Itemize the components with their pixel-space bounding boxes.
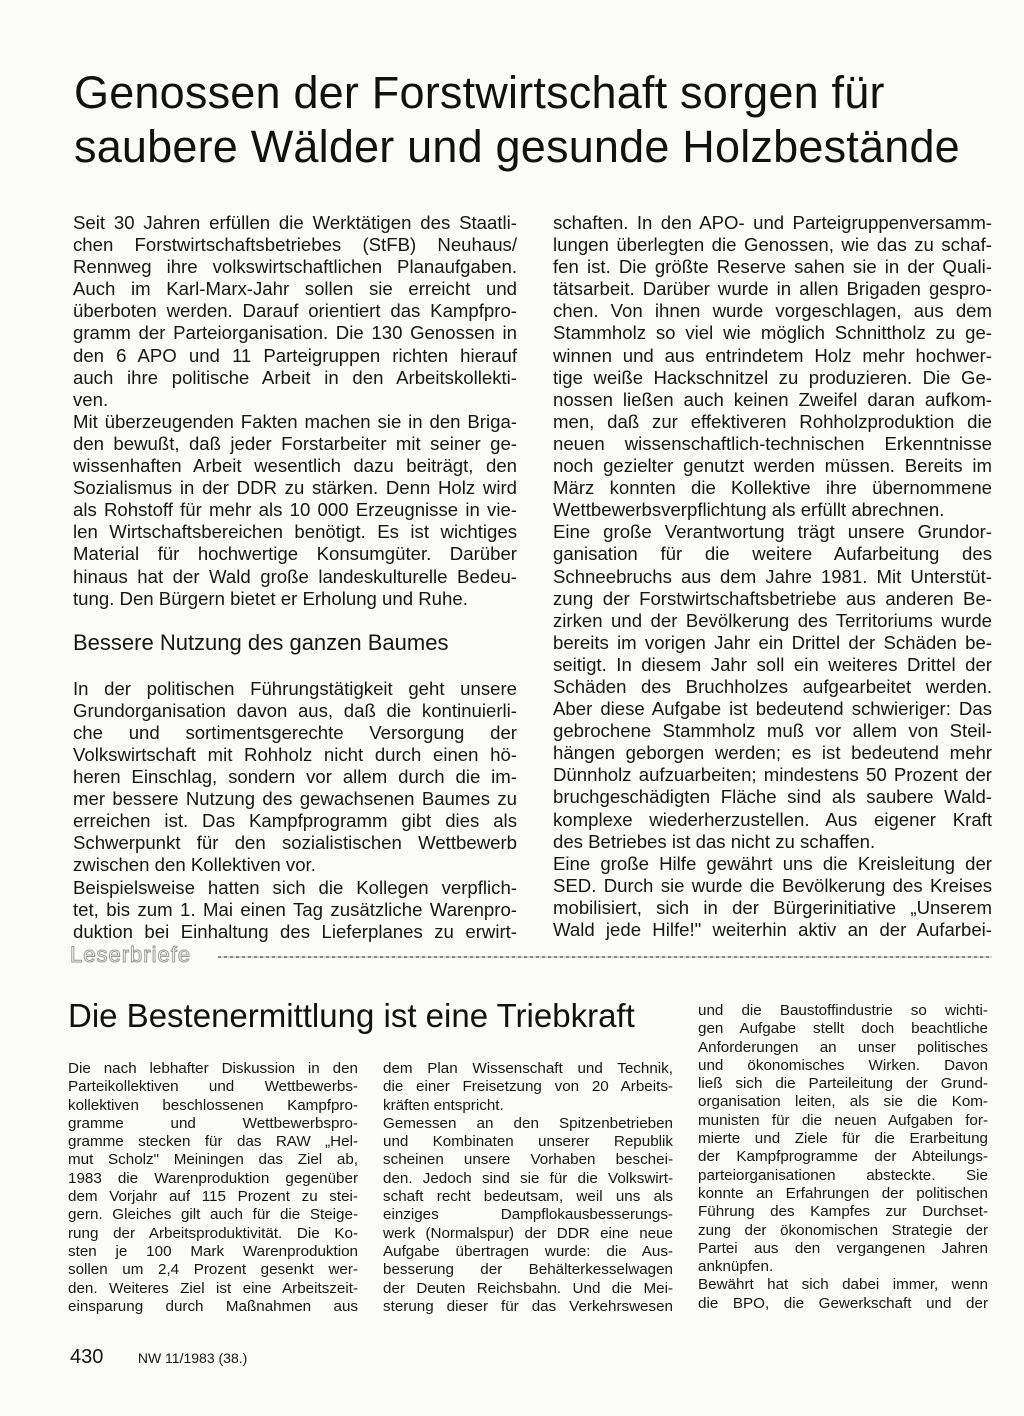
text-line: organisation leiten, als sie die Kom- [698,1093,988,1111]
text-line: In der politischen Führungstätigkeit geht unsere [73,677,517,699]
text-line: die einer Freisetzung von 20 Arbeits- [383,1078,673,1096]
text-line: als Rohstoff für mehr als 10 000 Erzeugnisse in vie- [73,499,517,521]
text-line: den. Jedoch sind sie für die Volkswirt- [383,1169,673,1187]
text-line: der Deuten Reichsbahn. Und die Mei- [383,1279,673,1297]
text-line: hinaus hat der Wald große landeskulturelle Bedeu- [73,565,517,587]
text-line: werk (Normalspur) der DDR eine neue [383,1224,673,1242]
text-line: noch gezielter genutzt werden müssen. Bereits im [553,455,992,477]
dotted-rule [218,956,992,958]
text-line: Die nach lebhafter Diskussion in den [68,1060,358,1077]
text-line: Beispielsweise hatten sich die Kollegen verpflich- [73,876,517,898]
text-line: neuen wissenschaftlich-technischen Erkenntnisse [553,432,992,454]
text-line: März konnten die Kollektive ihre übernommene [553,477,992,499]
text-line: gramm der Parteiorganisation. Die 130 Genossen in [73,322,517,344]
text-line: einsparung durch Maßnahmen aus [68,1297,358,1315]
text-line: anknüpfen. [698,1258,774,1276]
text-line: und die Baustoffindustrie so wichti- [698,1002,988,1019]
text-line: konnte an Erfahrungen der politischen [698,1184,988,1202]
text-line: Wettbewerbsverpflichtung als erfüllt abrechnen. [553,499,945,521]
text-line: seitigt. In diesem Jahr soll ein weiteres Drittel der [553,653,992,675]
text-line: mobilisiert, sich in der Bürgerinitiative „Unserem [553,896,992,918]
headline-line-1: Genossen der Forstwirtschaft sorgen für [74,67,885,118]
text-line: mierte und Ziele für die Erarbeitung [698,1130,988,1148]
text-line: hängen geborgen werden; es ist bedeutend mehr [553,742,992,764]
text-line: lungen überlegten die Genossen, wie das zu schaf- [553,234,992,256]
text-line: zung der Forstwirtschaftsbetriebe aus anderen Be- [553,587,992,609]
text-line: sterung dieser für das Verkehrswesen [383,1297,673,1315]
text-line: gen Aufgabe stellt doch beachtliche [698,1020,988,1038]
text-line: mer bessere Nutzung des gewachsenen Baumes zu [73,788,517,810]
text-line: Dünnholz aufzuarbeiten; mindestens 50 Prozent der [553,764,992,786]
text-line: Material für hochwertige Konsumgüter. Darüber [73,543,517,565]
text-line: Sozialismus in der DDR zu stärken. Denn Holz wird [73,477,517,499]
text-line: wissenhaften Arbeit wesentlich dazu beiträgt, den [73,455,517,477]
text-line: len Wirtschaftsbereichen benötigt. Es ist wichtiges [73,521,517,543]
text-line: die BPO, die Gewerkschaft und der [698,1294,988,1312]
text-line: Rennweg ihre volkswirtschaftlichen Planaufgaben. [73,256,517,278]
text-line: der Kampfprogramme der Abteilungs- [698,1148,988,1166]
text-line: Schwerpunkt für den sozialistischen Wettbewerb [73,832,517,854]
text-line: überboten werden. Darauf orientiert das Kampfpro- [73,300,517,322]
text-line: komplexe wiederherzustellen. Aus eigener Kraft [553,808,992,830]
page-number: 430 [70,1346,104,1368]
text-line: zung der ökonomischen Strategie der [698,1221,988,1239]
text-line: den bewußt, daß jeder Forstarbeiter mit seiner ge- [73,432,517,454]
article-headline [74,66,994,174]
text-line: schaften. In den APO- und Parteigruppenversamm- [553,212,992,233]
text-line: Volkswirtschaft mit Rohholz nicht durch einen hö- [73,743,517,765]
text-line: mut Scholz" Meiningen das Ziel ab, [68,1151,358,1169]
letter-column-3 [698,1002,988,1313]
section-label: Leserbriefe [70,942,192,967]
text-line: gramme stecken für das RAW „Hel- [68,1133,358,1151]
text-line: sollen um 2,4 Prozent gesenkt wer- [68,1261,358,1279]
text-line: nossen ließen auch keinen Zweifel daran aufkom- [553,388,992,410]
text-line: bruchgeschädigten Fläche sind als saubere Wald- [553,786,992,808]
text-line: Stammholz so viel wie möglich Schnittholz zu ge- [553,322,992,344]
text-line: kollektiven beschlossenen Kampfpro- [68,1096,358,1114]
text-line: che und sortimentsgerechte Versorgung der [73,721,517,743]
text-line: winnen und aus entrindetem Holz mehr hochwer- [553,344,992,366]
text-line: einziges Dampflokausbesserungs- [383,1206,673,1224]
text-line: duktion bei Einhaltung des Lieferplanes zu erwirt- [73,920,517,942]
issue-reference: NW 11/1983 (38.) [137,1350,248,1366]
text-line: Partei aus den vergangenen Jahren [698,1239,988,1257]
text-line: Aber diese Aufgabe ist bedeutend schwieriger: Das [553,698,992,720]
text-line: den 6 APO und 11 Parteigruppen richten hierauf [73,344,517,366]
text-line: Schneebruchs aus dem Jahre 1981. Mit Unterstüt- [553,565,992,587]
text-line: SED. Durch sie wurde die Bevölkerung des Kreises [553,874,992,896]
text-line: tige weiße Hackschnitzel zu produzieren. Die Ge- [553,366,992,388]
article-column-2 [553,212,992,941]
text-line: gern. Gleiches gilt auch für die Steige- [68,1206,358,1224]
text-line: 1983 die Warenproduktion gegenüber [68,1169,358,1187]
text-line: Grundorganisation davon aus, daß die kontinuierli- [73,699,517,721]
text-line: dem Plan Wissenschaft und Technik, [383,1060,673,1077]
text-line: gramme und Wettbewerbspro- [68,1114,358,1132]
text-line: tätsarbeit. Darüber wurde in allen Brigaden gespro- [553,278,992,300]
text-line: Auch im Karl-Marx-Jahr sollen sie erreicht und [73,278,517,300]
text-line: Schäden des Bruchholzes aufgearbeitet werden. [553,675,992,697]
page-footer [70,1346,247,1369]
text-line: Eine große Verantwortung trägt unsere Grundor- [553,521,992,543]
text-line: men, daß zur effektiveren Rohholzproduktion die [553,410,992,432]
text-line: gebrochene Stammholz muß vor allem von Steil- [553,720,992,742]
text-line: Eine große Hilfe gewährt uns die Kreisleitung der [553,852,992,874]
text-line: Gemessen an den Spitzenbetrieben [383,1114,673,1132]
text-line: schaft recht bedeutsam, weil uns als [383,1188,673,1206]
letter-column-2 [383,1060,673,1316]
letter-column-1 [68,1060,358,1316]
text-line: auch ihre politische Arbeit in den Arbeitskollekti- [73,366,517,388]
text-line: Seit 30 Jahren erfüllen die Werktätigen des Staatli- [73,212,517,233]
text-line: erreichen ist. Das Kampfprogramm gibt dies als [73,810,517,832]
text-line: heren Einschlag, sondern vor allem durch die im- [73,766,517,788]
text-line: Bewährt hat sich dabei immer, wenn [698,1276,988,1294]
text-line: und ökonomisches Wirken. Davon [698,1056,988,1074]
text-line: Führung des Kampfes zur Durchset- [698,1203,988,1221]
column-1-body-b [73,678,517,943]
text-line: rung der Arbeitsproduktivität. Die Ko- [68,1224,358,1242]
text-line: tet, bis zum 1. Mai einen Tag zusätzliche Warenpro- [73,898,517,920]
text-line: Mit überzeugenden Fakten machen sie in den Briga- [73,410,517,432]
text-line: chen. Von ihnen wurde vorgeschlagen, aus dem [553,300,992,322]
text-line: ließ sich die Parteileitung der Grund- [698,1075,988,1093]
text-line: ganisation für die weitere Aufarbeitung des [553,543,992,565]
text-line: chen Forstwirtschaftsbetriebes (StFB) Neuhaus/ [73,234,517,256]
text-line: Anforderungen an unser politisches [698,1038,988,1056]
text-line: scheinen unsere Vorhaben beschei- [383,1151,673,1169]
text-line: tung. Den Bürgern bietet er Erholung und Ruhe. [73,587,468,609]
text-line: fen ist. Die größte Reserve sahen sie in der Quali- [553,256,992,278]
text-line: ven. [73,388,109,410]
section-divider [70,942,992,968]
article-subheading: Bessere Nutzung des ganzen Baumes [73,629,449,655]
text-line: kräften entspricht. [383,1096,504,1114]
text-line: den. Weiteres Ziel ist eine Arbeitszeit- [68,1279,358,1297]
letter-headline: Die Bestenermittlung ist eine Triebkraft [68,997,635,1034]
text-line: munisten für die neuen Aufgaben for- [698,1111,988,1129]
text-line: des Betriebes ist das nicht zu schaffen. [553,830,876,852]
text-line: Aufgabe übertragen wurde: die Aus- [383,1242,673,1260]
headline-line-2: saubere Wälder und gesunde Holzbestände [74,121,960,172]
text-line: zirken und der Bevölkerung des Territoriums wurde [553,609,992,631]
article-column-1 [73,212,517,943]
text-line: parteiorganisationen absteckte. Sie [698,1166,988,1184]
text-line: besserung der Behälterkesselwagen [383,1261,673,1279]
text-line: Parteikollektiven und Wettbewerbs- [68,1078,358,1096]
text-line: Wald jede Hilfe!" weiterhin aktiv an der Aufarbei- [553,919,992,940]
text-line: und Kombinaten unserer Republik [383,1133,673,1151]
text-line: sten je 100 Mark Warenproduktion [68,1242,358,1260]
text-line: dem Vorjahr auf 115 Prozent zu stei- [68,1188,358,1206]
text-line: zwischen den Kollektiven vor. [73,854,316,876]
column-2-body [553,212,992,941]
text-line: bereits im vorigen Jahr ein Drittel der Schäden be- [553,631,992,653]
column-1-body-a [73,212,517,610]
